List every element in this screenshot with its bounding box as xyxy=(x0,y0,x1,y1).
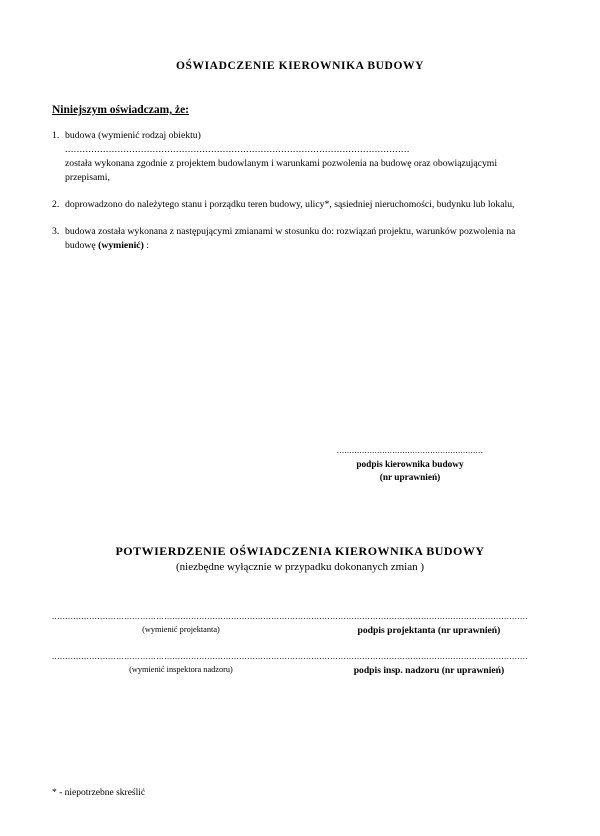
confirmation-subtitle: (niezbędne wyłącznie w przypadku dokonanych zmian ) xyxy=(175,561,424,573)
confirmation-captions xyxy=(52,625,548,636)
clause-text-line3: przepisami, xyxy=(65,172,110,184)
clause-item xyxy=(52,129,548,185)
document-page xyxy=(0,60,600,836)
signature-block-site-manager xyxy=(310,446,510,484)
clause-line2-suffix: : xyxy=(143,240,149,252)
confirmation-row-inspector xyxy=(52,652,548,676)
clause-text: budowa została wykonana z następującymi zmianami w stosunku do: rozwiązań projektu, warunków pozwolenia na xyxy=(65,226,516,238)
clause-body xyxy=(65,198,548,212)
clause-number: 1. xyxy=(52,130,60,141)
dotted-rule: .................................................................................................................................................................................. xyxy=(52,612,529,621)
clause-number: 2. xyxy=(52,199,60,211)
confirmation-row-designer xyxy=(52,612,548,636)
designer-signature-caption: podpis projektanta (nr uprawnień) xyxy=(357,625,501,636)
footnote: * - niepotrzebne skreślić xyxy=(52,788,146,798)
inspector-signature-caption: podpis insp. nadzoru (nr uprawnień) xyxy=(353,665,505,676)
signature-caption-line1: podpis kierownika budowy xyxy=(356,460,464,471)
clause-number: 3. xyxy=(52,226,60,238)
confirmation-title: POTWIERDZENIE OŚWIADCZENIA KIEROWNIKA BUDOWY xyxy=(115,544,485,558)
page-title: OŚWIADCZENIE KIEROWNIKA BUDOWY xyxy=(175,60,425,72)
clause-item xyxy=(52,225,548,253)
row-spacer xyxy=(52,636,548,652)
clause-text: budowa (wymienić rodzaj obiektu) xyxy=(65,130,201,141)
confirmation-rows xyxy=(52,612,548,676)
clause-line2-prefix: budowę xyxy=(65,240,99,252)
clause-body xyxy=(65,129,548,185)
designer-name-caption: (wymienić projektanta) xyxy=(142,625,220,634)
clause-text: doprowadzono do należytego stanu i porządku teren budowy, ulicy*, sąsiedniej nieruchomości, budynku lub lokalu, xyxy=(65,199,515,211)
dotted-rule: .................................................................................................................................................................................. xyxy=(52,652,529,661)
confirmation-captions xyxy=(52,665,548,676)
clause-body xyxy=(65,225,548,253)
signature-caption-line2: (nr uprawnień) xyxy=(379,472,441,483)
intro-statement: Niniejszym oświadczam, że: xyxy=(52,104,190,116)
clause-text-line2: została wykonana zgodnie z projektem budowlanym i warunkami pozwolenia na budowę oraz obowiązującymi xyxy=(65,158,498,170)
signature-dotted-line: .......................................................... xyxy=(336,446,484,455)
clause-item xyxy=(52,198,548,212)
clause-line2-emphasis: (wymienić) xyxy=(98,240,144,252)
inspector-name-caption: (wymienić inspektora nadzoru) xyxy=(129,665,233,674)
fill-in-dots: ...................................................................................................................... xyxy=(65,144,410,156)
clause-text-line2 xyxy=(65,239,548,253)
